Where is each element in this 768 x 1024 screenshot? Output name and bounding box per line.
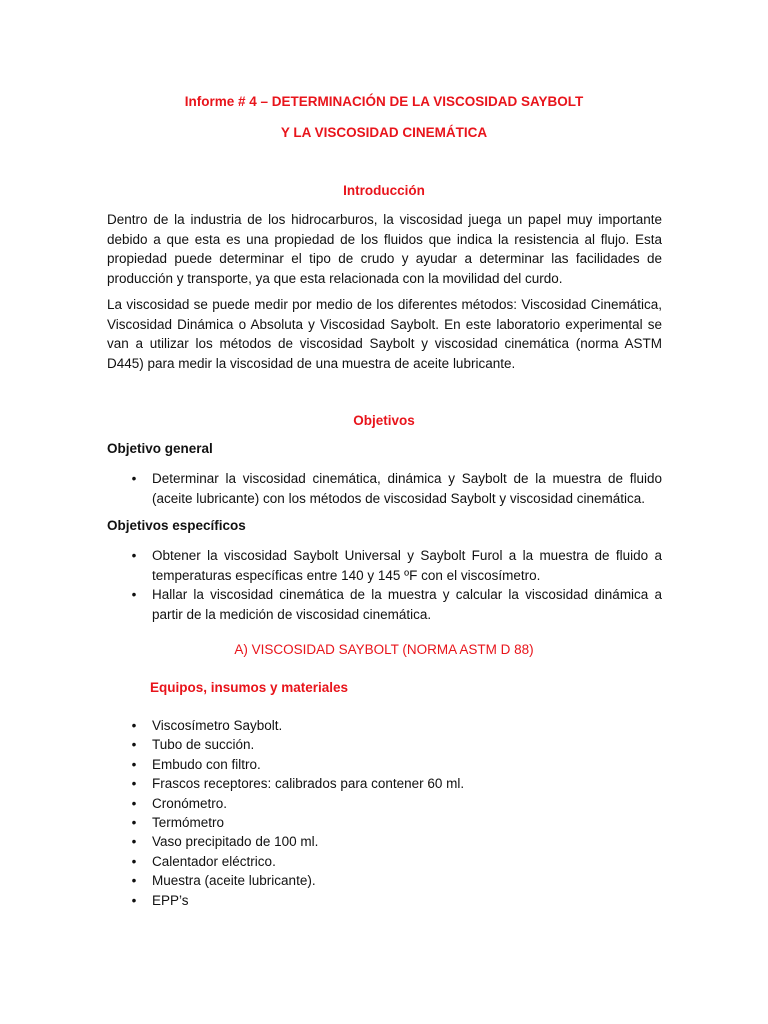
list-item-text: Tubo de succión. — [152, 737, 255, 753]
bullet-icon: • — [131, 776, 137, 792]
bullet-icon: • — [131, 756, 137, 772]
list-item-text: Muestra (aceite lubricante). — [152, 873, 316, 889]
list-item — [107, 735, 662, 754]
list-item — [107, 469, 662, 508]
list-item — [107, 891, 662, 910]
objetivos-especificos-heading: Objetivos específicos — [107, 518, 246, 533]
bullet-icon: • — [131, 795, 137, 811]
list-item-text: Viscosímetro Saybolt. — [152, 718, 283, 733]
materials-list — [107, 716, 662, 910]
list-item-text: Obtener la viscosidad Saybolt Universal y Saybolt Furol a la muestra de fluido a temperaturas específicas entre 140 y 145 ºF con el viscosímetro. — [152, 548, 662, 583]
objetivos-heading: Objetivos — [353, 413, 415, 428]
objetivos-especificos-list — [107, 546, 662, 624]
objetivo-general-heading: Objetivo general — [107, 441, 213, 456]
bullet-icon: • — [131, 834, 137, 850]
introduccion-heading: Introducción — [343, 183, 425, 198]
bullet-icon: • — [131, 815, 137, 831]
list-item — [107, 585, 662, 624]
bullet-icon: • — [131, 892, 137, 908]
seccion-a-heading: A) VISCOSIDAD SAYBOLT (NORMA ASTM D 88) — [234, 642, 534, 657]
list-item — [107, 755, 662, 774]
list-item-text: Vaso precipitado de 100 ml. — [152, 834, 319, 850]
list-item — [107, 852, 662, 871]
list-item — [107, 813, 662, 832]
objetivo-general-list — [107, 469, 662, 508]
list-item — [107, 871, 662, 890]
list-item-text: Determinar la viscosidad cinemática, dinámica y Saybolt de la muestra de fluido (aceite lubricante) con los métodos de viscosidad Saybolt y viscosidad cinemática. — [152, 471, 662, 506]
bullet-icon: • — [131, 737, 137, 753]
list-item-text: EPP’s — [152, 892, 189, 908]
bullet-icon: • — [131, 853, 137, 869]
bullet-icon: • — [131, 548, 137, 563]
list-item-text: Frascos receptores: calibrados para contener 60 ml. — [152, 776, 465, 792]
list-item-text: Hallar la viscosidad cinemática de la muestra y calcular la viscosidad dinámica a partir de la medición de viscosidad cinemática. — [152, 587, 662, 622]
list-item — [107, 794, 662, 813]
report-title-line-1: Informe # 4 – DETERMINACIÓN DE LA VISCOSIDAD SAYBOLT — [184, 94, 584, 109]
bullet-icon: • — [131, 587, 137, 602]
materials-heading: Equipos, insumos y materiales — [150, 680, 349, 695]
list-item — [107, 774, 662, 793]
list-item — [107, 832, 662, 851]
list-item-text: Cronómetro. — [152, 795, 228, 811]
list-item-text: Embudo con filtro. — [152, 756, 261, 772]
introduccion-paragraph-2: La viscosidad se puede medir por medio de los diferentes métodos: Viscosidad Cinemática, Viscosidad Dinámica o Absoluta y Viscosidad Saybolt. En este laboratorio experimental se van a utilizar los métodos de viscosidad Saybolt y viscosidad cinemática (norma ASTM D445) para medir la viscosidad de una muestra de aceite lubricante. — [107, 297, 662, 371]
bullet-icon: • — [131, 718, 137, 733]
list-item-text: Calentador eléctrico. — [152, 853, 276, 869]
bullet-icon: • — [131, 471, 137, 486]
list-item — [107, 546, 662, 585]
bullet-icon: • — [131, 873, 137, 889]
report-title-line-2: Y LA VISCOSIDAD CINEMÁTICA — [280, 125, 488, 140]
list-item-text: Termómetro — [152, 815, 225, 831]
list-item — [107, 716, 662, 735]
introduccion-paragraph-1: Dentro de la industria de los hidrocarburos, la viscosidad juega un papel muy importante debido a que esta es una propiedad de los fluidos que indica la resistencia al flujo. Esta propiedad puede determinar el tipo de crudo y ayudar a determinar las facilidades de producción y transporte, ya que esta relacionada con la movilidad del curdo. — [107, 212, 662, 286]
